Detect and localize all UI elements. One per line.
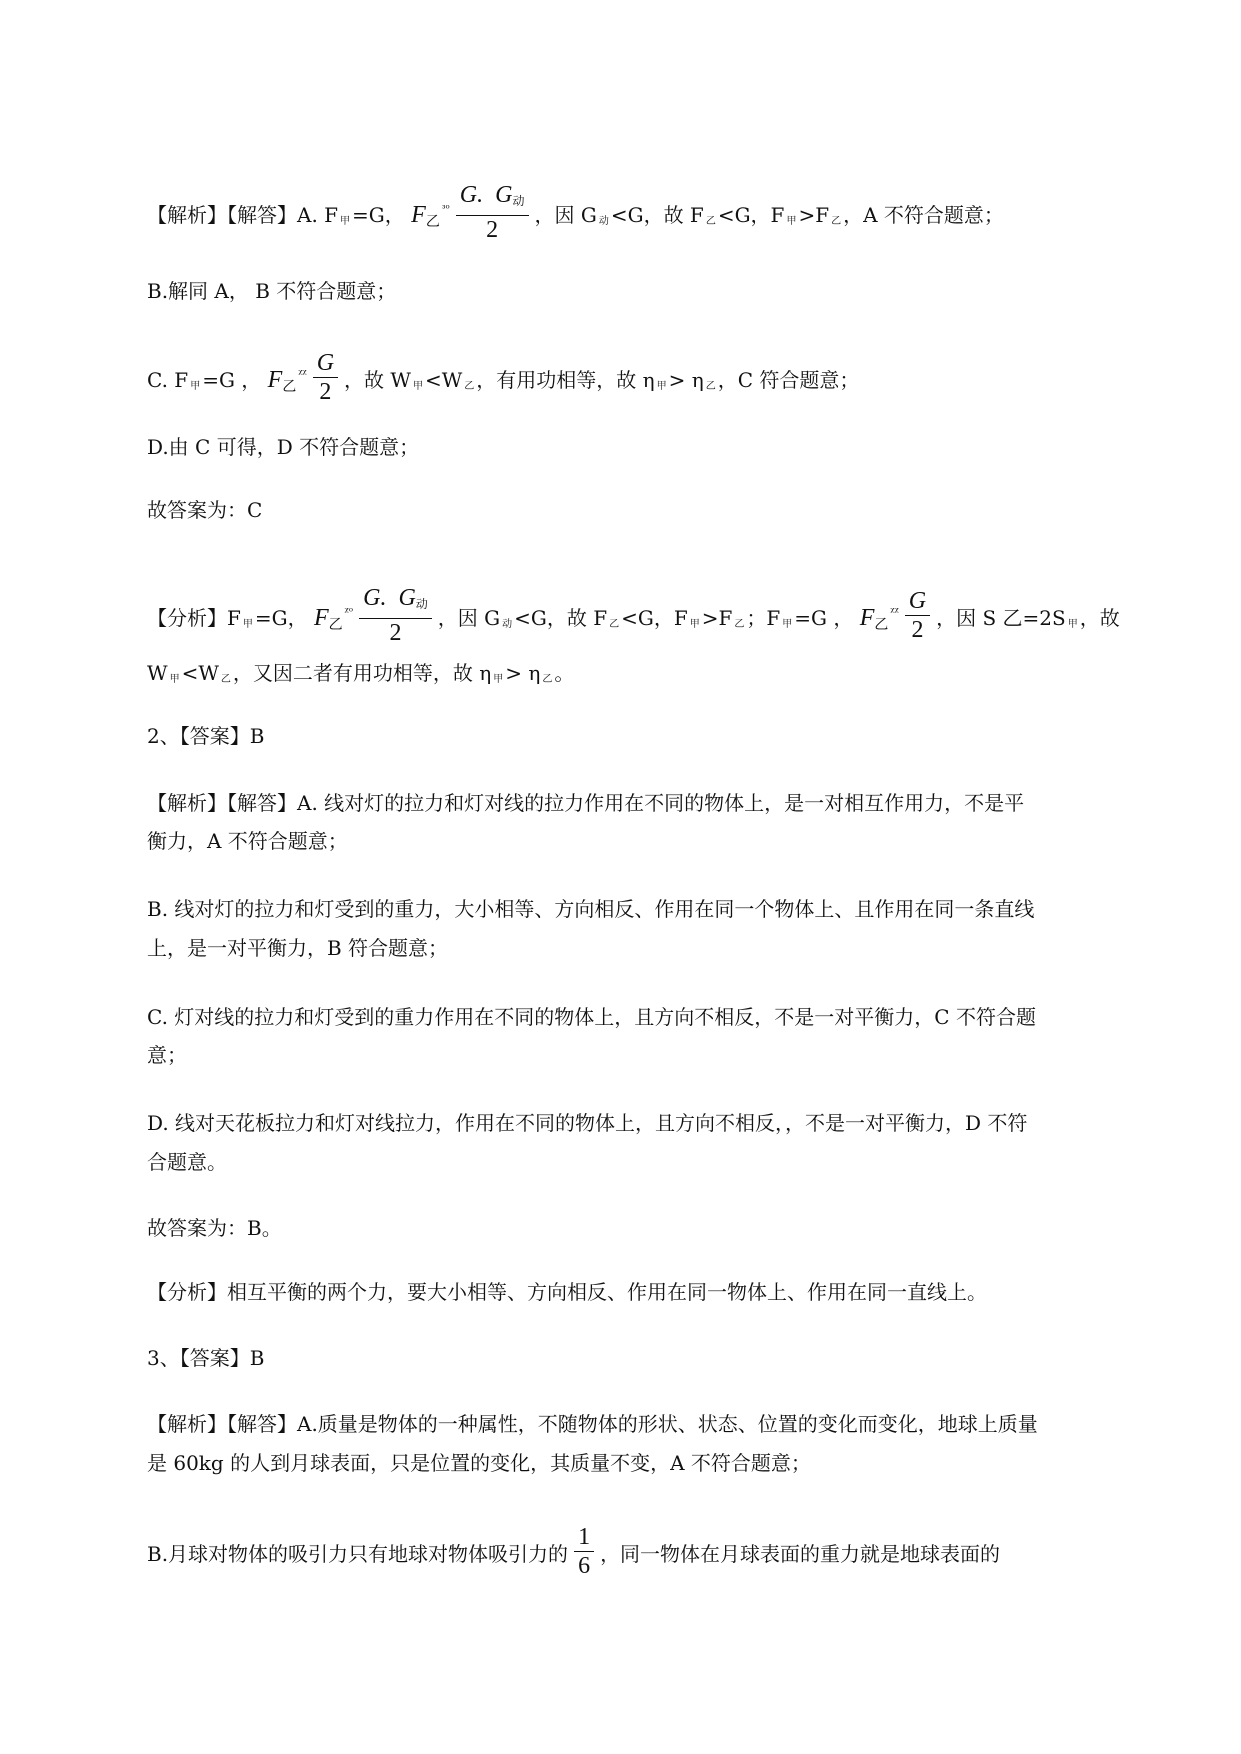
math-variable: F乙 [313, 605, 343, 633]
line-7: W $_甲$ <W $_乙$ ，又因二者有用功相等，故 η $_甲$ > η $_乙$ 。 [147, 661, 575, 685]
fraction: $\frac{1}{6}$ [574, 1523, 594, 1580]
line-2: B.解同 A， B 不符合题意； [147, 279, 397, 303]
line-13: C. 灯对线的拉力和灯受到的重力作用在不同的物体上，且方向不相反，不是一对平衡力，C 不符合题 [147, 1005, 1036, 1029]
line-5: 故答案为：C [147, 498, 263, 522]
line-4: D.由 C 可得，D 不符合题意； [147, 435, 420, 459]
line-21: 是 60kg 的人到月球表面，只是位置的变化，其质量不变，A 不符合题意； [147, 1451, 811, 1475]
line-22: B.月球对物体的吸引力只有地球对物体吸引力的 $\frac{1}{6}$ ，同一物体在月球表面的重力就是地球表面的 [147, 1524, 1001, 1579]
fraction: $\frac{\text{G. G动}}{2}$ [359, 584, 432, 647]
line-20: 【解析】【解答】A.质量是物体的一种属性，不随物体的形状、状态、位置的变化而变化，地球上质量 [147, 1412, 1038, 1436]
line-3: C. F $_甲$ =G ， F乙$^{ᵡᵡ}$ $\frac{G}{2}$ ，故 W $_甲$ <W $_乙$ ，有用功相等，故 η $_甲$ > η $_乙$ ，C 符合题意； [147, 350, 860, 405]
fraction: $\frac{\text{G. G动}}{2}$ [456, 181, 529, 244]
line-10: 衡力，A 不符合题意； [147, 829, 348, 853]
math-variable: F乙 [859, 605, 889, 633]
line-11: B. 线对灯的拉力和灯受到的重力，大小相等、方向相反、作用在同一个物体上、且作用在同一条直线 [147, 897, 1035, 921]
line-18: 【分析】相互平衡的两个力，要大小相等、方向相反、作用在同一物体上、作用在同一直线上。 [147, 1280, 987, 1304]
line-19: 3、【答案】B [147, 1346, 265, 1370]
line-15: D. 线对天花板拉力和灯对线拉力，作用在不同的物体上，且方向不相反，，不是一对平衡力，D 不符 [147, 1111, 1028, 1135]
fraction: $\frac{G}{2}$ [313, 349, 338, 406]
fraction: $\frac{G}{2}$ [905, 587, 930, 644]
line-17: 故答案为：B。 [147, 1216, 282, 1240]
math-variable: F乙 [411, 202, 440, 230]
line-12: 上，是一对平衡力，B 符合题意； [147, 936, 449, 960]
line-1: 【解析】【解答】A. F $_甲$ =G， F乙$^{ᶟᵒ}$ $\frac{\text{G. G动}}{2}$ ，因 G $_动$ <G，故 F $_乙$ <G，F $_甲$ >F $_乙$ ，A 不符合题意； [147, 182, 1004, 243]
line-6: 【分析】F $_甲$ =G， F乙$^{ᵡᵒ}$ $\frac{\text{G. G动}}{2}$ ，因 G $_动$ <G，故 F $_乙$ <G，F $_甲$ >F $_乙$ ；F $_甲$ =G ， F乙$^{ᵡᵡ}$ $\frac{G}{2}$ ，因 S 乙=2S $_甲$ ，故 [147, 585, 1120, 646]
line-14: 意； [147, 1043, 187, 1067]
line-16: 合题意。 [147, 1150, 227, 1174]
line-8: 2、【答案】B [147, 724, 265, 748]
math-variable: F乙 [267, 367, 297, 395]
line-9: 【解析】【解答】A. 线对灯的拉力和灯对线的拉力作用在不同的物体上，是一对相互作用力，不是平 [147, 791, 1025, 815]
